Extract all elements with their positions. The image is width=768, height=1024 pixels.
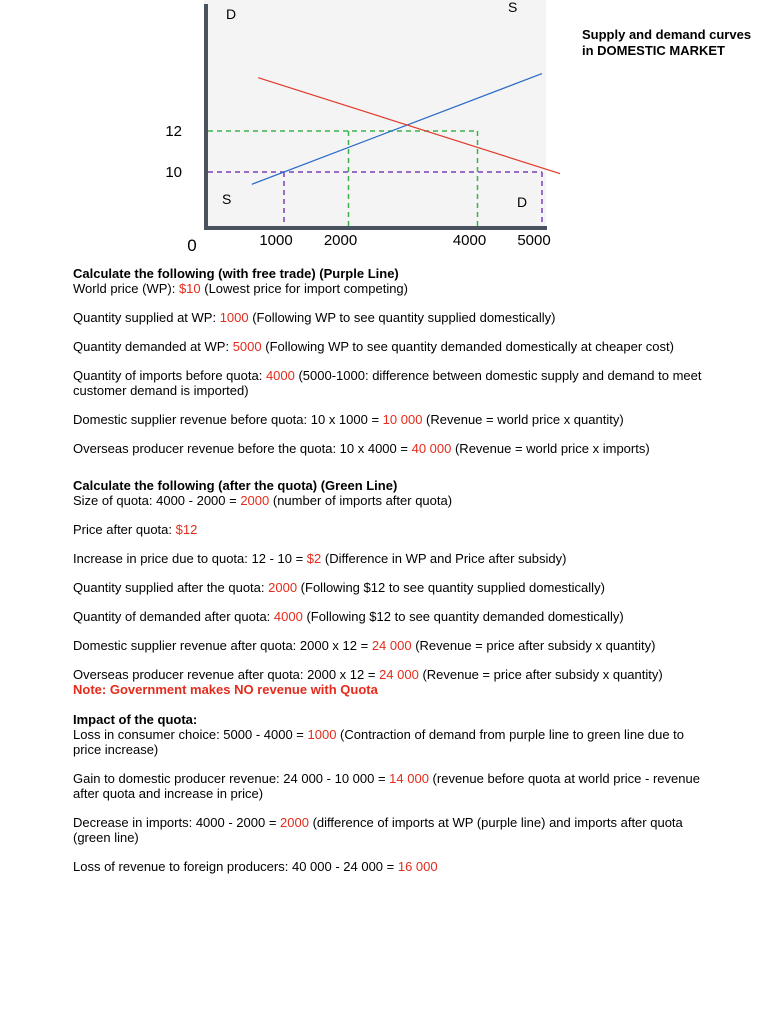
origin-label: 0: [187, 236, 197, 255]
line-explanation: (Following $12 to see quantity demanded domestically): [302, 609, 624, 624]
section3-line: [73, 859, 703, 874]
line-text: Quantity of imports before quota:: [73, 368, 266, 383]
answer-value: $12: [175, 522, 198, 537]
line-text: Gain to domestic producer revenue: 24 000 - 10 000 =: [73, 771, 390, 786]
section3-line: [73, 815, 703, 845]
line-explanation: (Revenue = world price x imports): [451, 441, 650, 456]
y-tick-label-12: 12: [165, 123, 182, 140]
line-text: Overseas producer revenue after quota: 2000 x 12 =: [73, 667, 380, 682]
section2-lines: [73, 493, 703, 682]
supply-label-start: S: [222, 191, 232, 207]
line-text: Quantity supplied after the quota:: [73, 580, 269, 595]
line-text: Loss in consumer choice: 5000 - 4000 =: [73, 727, 308, 742]
line-text: Size of quota: 4000 - 2000 =: [73, 493, 241, 508]
section2-line: [73, 638, 703, 653]
answer-value: 4000: [265, 368, 295, 383]
answer-value: 24 000: [371, 638, 412, 653]
section1-line: [73, 339, 703, 354]
section1-line: [73, 368, 703, 398]
line-text: Increase in price due to quota: 12 - 10 =: [73, 551, 307, 566]
line-explanation: (Difference in WP and Price after subsidy): [321, 551, 567, 566]
section1-line: [73, 441, 703, 456]
section3-line: [73, 727, 703, 757]
section3-lines: [73, 727, 703, 874]
x-tick-label-2000: 2000: [323, 232, 358, 249]
answer-value: 40 000: [411, 441, 452, 456]
section2-line: [73, 609, 703, 624]
line-explanation: (Revenue = world price x quantity): [422, 412, 624, 427]
answer-value: 16 000: [397, 859, 438, 874]
line-text: Quantity demanded at WP:: [73, 339, 233, 354]
line-text: Quantity supplied at WP:: [73, 310, 220, 325]
y-tick-label-10: 10: [165, 164, 182, 181]
plot-background: [204, 0, 546, 228]
answer-value: 1000: [307, 727, 337, 742]
answer-value: 14 000: [389, 771, 429, 786]
section2-line: [73, 522, 703, 537]
section1-heading: Calculate the following (with free trade) (Purple Line): [73, 266, 399, 281]
line-text: Price after quota:: [73, 522, 176, 537]
line-text: Domestic supplier revenue before quota: 10 x 1000 =: [73, 412, 383, 427]
answer-value: 2000: [240, 493, 270, 508]
line-text: World price (WP):: [73, 281, 179, 296]
answer-value: 4000: [273, 609, 303, 624]
answer-value: 24 000: [379, 667, 419, 682]
section2-line: [73, 580, 703, 595]
demand-label-end: D: [517, 194, 528, 210]
section2-heading: Calculate the following (after the quota) (Green Line): [73, 478, 398, 493]
section2-line: [73, 667, 703, 682]
section1-line: [73, 412, 703, 427]
line-explanation: (Contraction of demand from purple line to green line due to price increase): [73, 727, 685, 757]
section1-line: [73, 281, 703, 296]
answer-value: 2000: [280, 815, 309, 830]
line-explanation: (Revenue = price after subsidy x quantity): [418, 667, 663, 682]
x-tick-label-1000: 1000: [259, 232, 293, 249]
line-explanation: (number of imports after quota): [269, 493, 453, 508]
x-tick-label-5000: 5000: [517, 232, 551, 249]
line-text: Overseas producer revenue before the quota: 10 x 4000 =: [73, 441, 412, 456]
line-explanation: (5000-1000: difference between domestic supply and demand to meet customer demand is imported): [73, 368, 702, 398]
answer-value: 2000: [268, 580, 298, 595]
quota-note: Note: Government makes NO revenue with Quota: [73, 682, 378, 697]
answer-value: $2: [306, 551, 322, 566]
chart-title: Supply and demand curves in DOMESTIC MARKET: [582, 27, 752, 58]
answer-value: 10 000: [382, 412, 423, 427]
supply-demand-chart: [150, 0, 560, 262]
line-explanation: (Lowest price for import competing): [200, 281, 408, 296]
line-text: Loss of revenue to foreign producers: 40 000 - 24 000 =: [73, 859, 398, 874]
section3-line: [73, 771, 703, 801]
line-explanation: (Revenue = price after subsidy x quantity): [411, 638, 656, 653]
section1-line: [73, 310, 703, 325]
x-tick-label-4000: 4000: [452, 232, 487, 249]
section2-line: [73, 551, 703, 566]
answer-value: 1000: [219, 310, 249, 325]
line-explanation: (difference of imports at WP (purple line) and imports after quota (green line): [73, 815, 683, 845]
line-explanation: (Following WP to see quantity supplied domestically): [248, 310, 556, 325]
answer-value: 5000: [232, 339, 262, 354]
section1-lines: [73, 281, 703, 456]
line-text: Decrease in imports: 4000 - 2000 =: [73, 815, 281, 830]
line-text: Quantity of demanded after quota:: [73, 609, 274, 624]
line-explanation: (revenue before quota at world price - revenue after quota and increase in price): [73, 771, 700, 801]
section2-line: [73, 493, 703, 508]
line-text: Domestic supplier revenue after quota: 2000 x 12 =: [73, 638, 372, 653]
line-explanation: (Following WP to see quantity demanded domestically at cheaper cost): [261, 339, 674, 354]
demand-label-start: D: [226, 6, 237, 22]
answer-value: $10: [178, 281, 201, 296]
section3-heading: Impact of the quota:: [73, 712, 198, 727]
worked-answers: [73, 266, 703, 874]
line-explanation: (Following $12 to see quantity supplied domestically): [297, 580, 605, 595]
supply-label-end: S: [508, 0, 518, 15]
